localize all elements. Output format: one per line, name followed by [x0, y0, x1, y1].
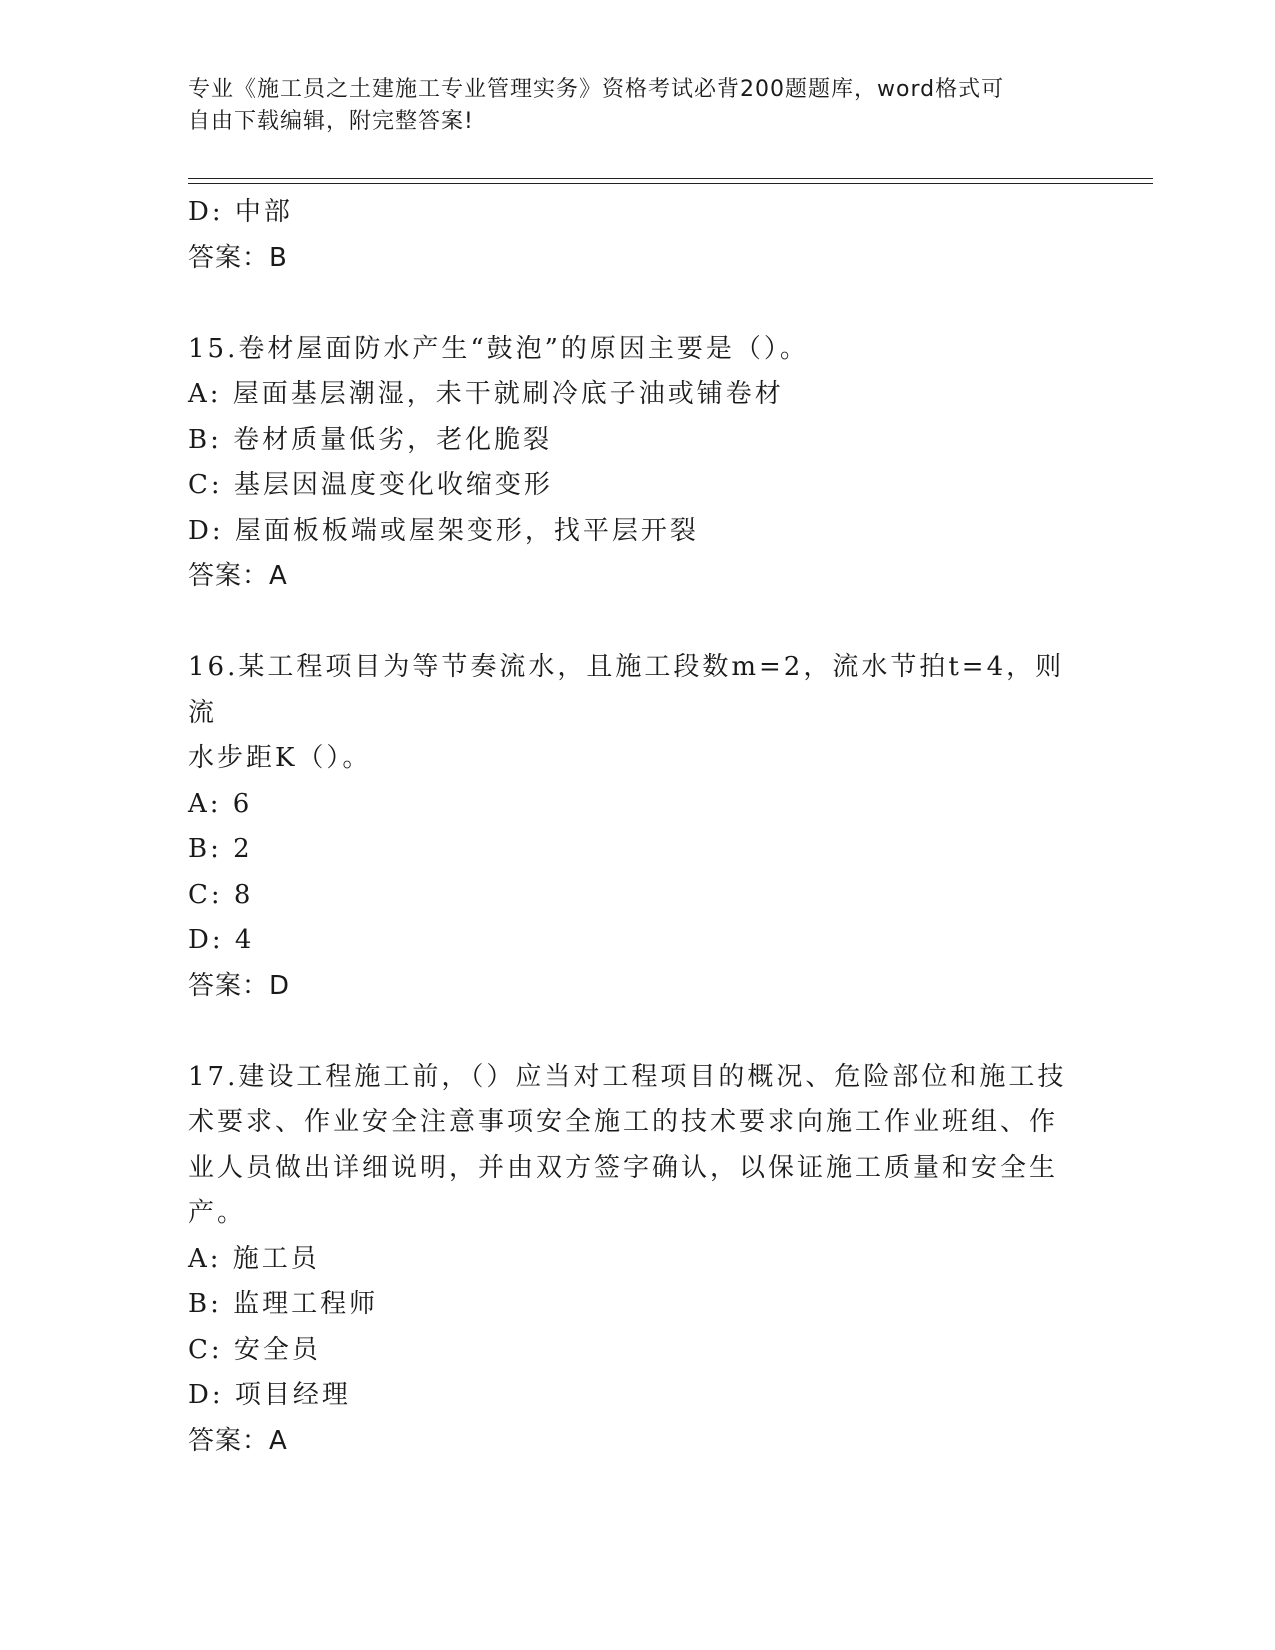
question-17-stem-line-2: 术要求、作业安全注意事项安全施工的技术要求向施工作业班组、作	[188, 1107, 1059, 1137]
question-17-stem-line-4: 产。	[188, 1198, 247, 1228]
carryover-option-d: D: 中部	[188, 197, 293, 227]
header-divider-top	[188, 178, 1153, 179]
carryover-answer: 答案：B	[188, 242, 288, 273]
question-15-stem: 15.卷材屋面防水产生“鼓泡”的原因主要是（）。	[188, 333, 809, 364]
question-15-option-c: C: 基层因温度变化收缩变形	[188, 470, 553, 500]
question-17-option-a: A: 施工员	[188, 1243, 320, 1274]
question-17-option-b: B: 监理工程师	[188, 1289, 379, 1319]
spacer	[188, 1009, 1068, 1055]
question-15	[188, 327, 1068, 600]
question-15-option-d: D: 屋面板板端或屋架变形，找平层开裂	[188, 515, 699, 546]
question-17	[188, 1055, 1068, 1465]
question-content	[188, 190, 1068, 1464]
question-16	[188, 645, 1068, 1009]
header-title-line-1: 专业《施工员之土建施工专业管理实务》资格考试必背200题题库，word格式可	[188, 77, 1005, 102]
document-header	[188, 74, 1068, 138]
header-title-line-2: 自由下载编辑，附完整答案!	[188, 109, 474, 134]
question-15-option-a: A: 屋面基层潮湿，未干就刷冷底子油或铺卷材	[188, 379, 784, 409]
question-16-option-d: D: 4	[188, 925, 255, 955]
question-16-stem-line-1: 16.某工程项目为等节奏流水，且施工段数m=2，流水节拍t=4，则流	[188, 652, 1065, 728]
question-17-option-d: D: 项目经理	[188, 1380, 351, 1410]
question-15-answer: 答案：A	[188, 561, 288, 591]
spacer	[188, 600, 1068, 646]
question-16-stem-line-2: 水步距K（）。	[188, 743, 372, 773]
question-17-stem-line-3: 业人员做出详细说明，并由双方签字确认，以保证施工质量和安全生	[188, 1152, 1059, 1183]
question-16-option-c: C: 8	[188, 879, 254, 910]
header-divider-bottom	[188, 183, 1153, 184]
question-16-option-a: A: 6	[188, 788, 253, 819]
question-15-option-b: B: 卷材质量低劣，老化脆裂	[188, 424, 553, 455]
spacer	[188, 281, 1068, 327]
question-16-option-b: B: 2	[188, 834, 253, 864]
question-17-stem-line-1: 17.建设工程施工前，（）应当对工程项目的概况、危险部位和施工技	[188, 1061, 1067, 1092]
question-17-option-c: C: 安全员	[188, 1334, 321, 1365]
question-16-answer: 答案：D	[188, 970, 291, 1001]
question-17-answer: 答案：A	[188, 1425, 288, 1456]
